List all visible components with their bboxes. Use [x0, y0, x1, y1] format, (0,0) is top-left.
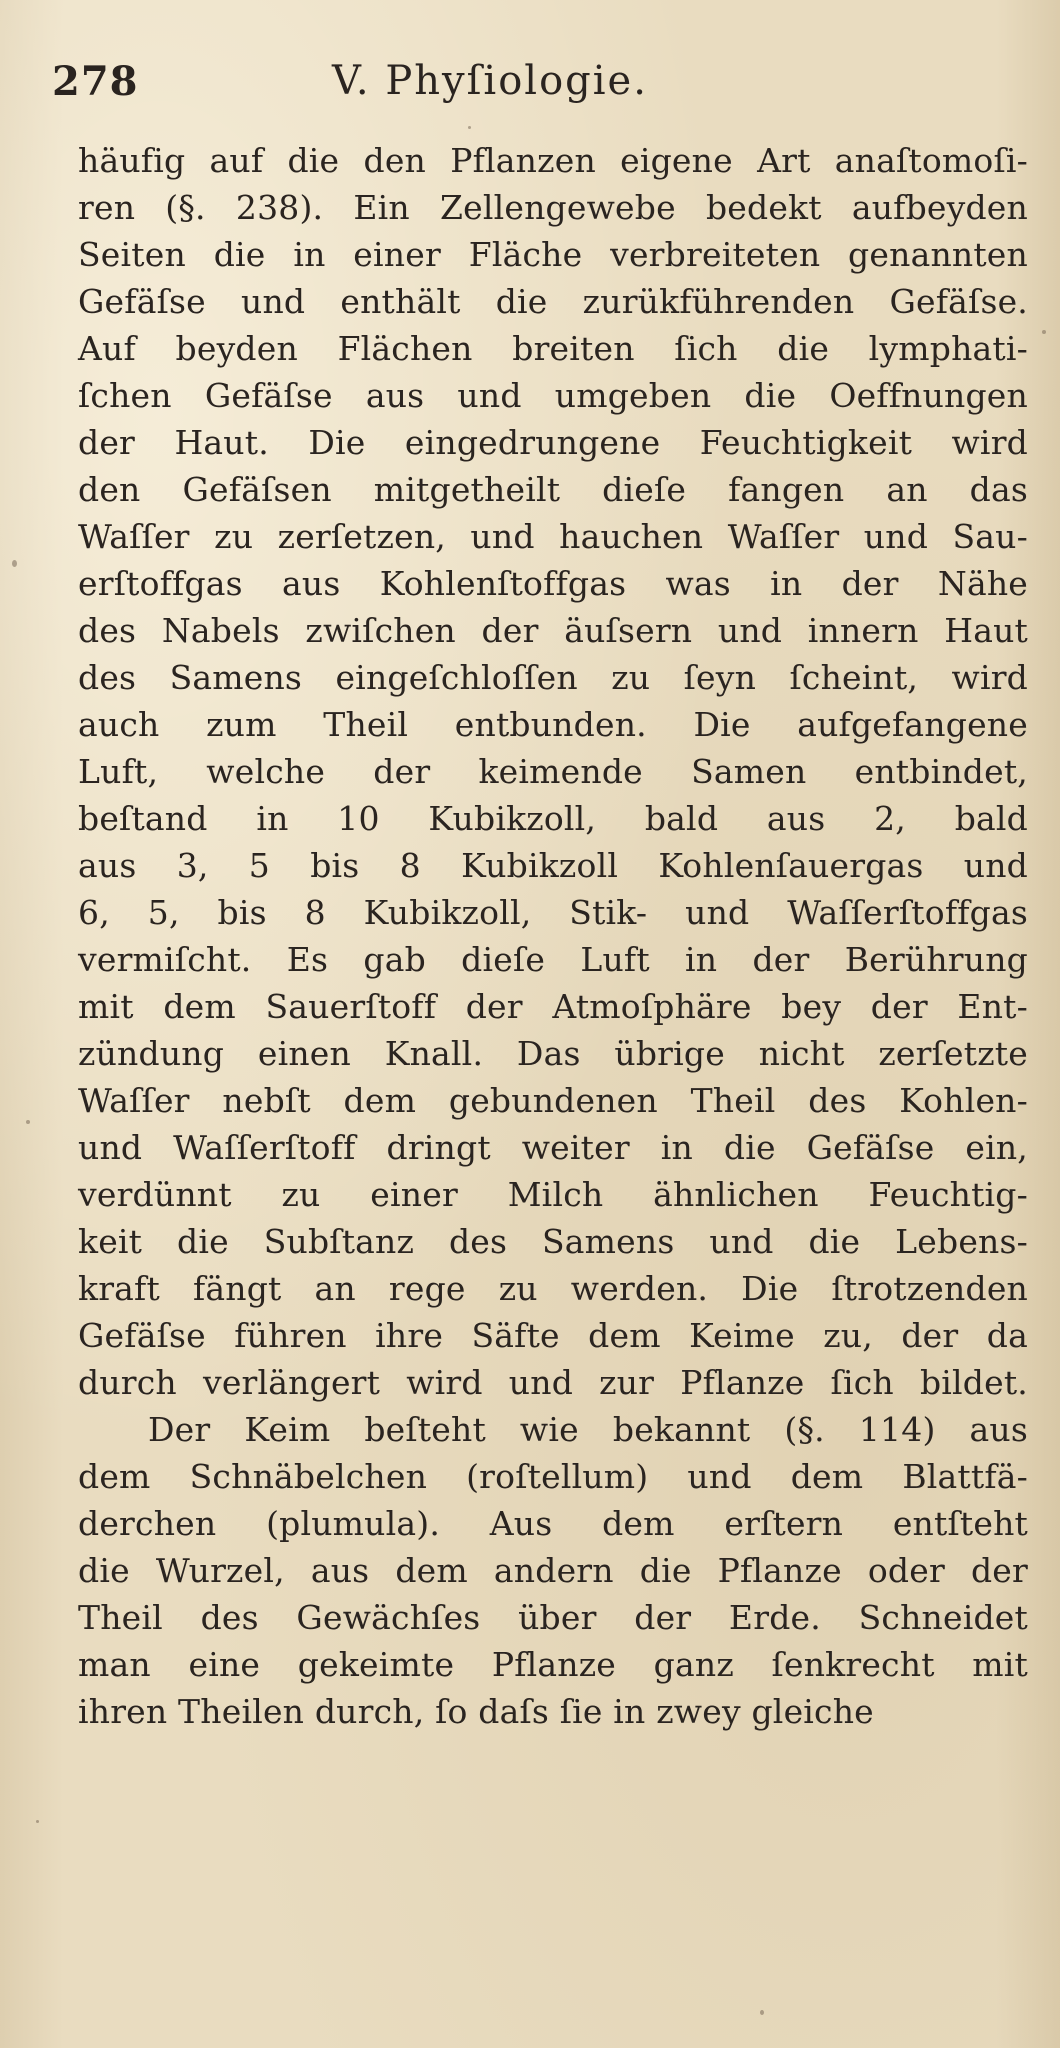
paper-speck — [26, 1120, 30, 1124]
text-line: des Nabels zwiſchen der äuſsern und innern Haut — [78, 611, 1028, 650]
text-line: auch zum Theil entbunden. Die aufgefangene — [78, 705, 1028, 744]
text-line: keit die Subſtanz des Samens und die Lebens- — [78, 1222, 1028, 1261]
text-line: Gefäſse und enthält die zurükführenden Gefäſse. — [78, 282, 1028, 321]
text-line: Gefäſse führen ihre Säfte dem Keime zu, der da — [78, 1316, 1028, 1355]
text-line: Theil des Gewächſes über der Erde. Schneidet — [78, 1598, 1028, 1637]
paper-speck — [760, 2010, 764, 2015]
running-head: V. Phyſiologie. — [332, 58, 648, 104]
page-header — [52, 58, 992, 118]
text-line: man eine gekeimte Pflanze ganz ſenkrecht mit — [78, 1645, 1028, 1684]
text-line: 6, 5, bis 8 Kubikzoll, Stik- und Waſſerſtoffgas — [78, 893, 1028, 932]
text-line: Der Keim beſteht wie bekannt (§. 114) aus — [148, 1410, 1028, 1449]
text-line: die Wurzel, aus dem andern die Pflanze oder der — [78, 1551, 1028, 1590]
paper-speck — [12, 560, 17, 567]
text-line: Waſſer nebſt dem gebundenen Theil des Kohlen- — [78, 1081, 1028, 1120]
text-line: Seiten die in einer Fläche verbreiteten genannten — [78, 235, 1028, 274]
paper-speck — [468, 126, 471, 129]
text-line: ſchen Gefäſse aus und umgeben die Oeffnungen — [78, 376, 1028, 415]
text-line: Waſſer zu zerſetzen, und hauchen Waſſer und Sau- — [78, 517, 1028, 556]
text-line: kraft fängt an rege zu werden. Die ſtrotzenden — [78, 1269, 1028, 1308]
text-line: der Haut. Die eingedrungene Feuchtigkeit wird — [78, 423, 1028, 462]
text-line: beſtand in 10 Kubikzoll, bald aus 2, bald — [78, 799, 1028, 838]
text-line: Luft, welche der keimende Samen entbindet, — [78, 752, 1028, 791]
text-line: zündung einen Knall. Das übrige nicht zerſetzte — [78, 1034, 1028, 1073]
text-line: des Samens eingeſchloſſen zu ſeyn ſcheint, wird — [78, 658, 1028, 697]
paper-speck — [1042, 330, 1046, 334]
text-line: ren (§. 238). Ein Zellengewebe bedekt aufbeyden — [78, 188, 1028, 227]
text-line: verdünnt zu einer Milch ähnlichen Feuchtig- — [78, 1175, 1028, 1214]
text-line: aus 3, 5 bis 8 Kubikzoll Kohlenſauergas und — [78, 846, 1028, 885]
text-line: erſtoffgas aus Kohlenſtoffgas was in der Nähe — [78, 564, 1028, 603]
page-number: 278 — [52, 58, 139, 105]
text-line: den Gefäſsen mitgetheilt dieſe fangen an das — [78, 470, 1028, 509]
paper-speck — [36, 1820, 39, 1823]
text-line: dem Schnäbelchen (roſtellum) und dem Blattfä- — [78, 1457, 1028, 1496]
body-text — [78, 137, 1028, 1735]
text-line: und Waſſerſtoff dringt weiter in die Gefäſse ein, — [78, 1128, 1028, 1167]
text-line: derchen (plumula). Aus dem erſtern entſteht — [78, 1504, 1028, 1543]
text-line: ihren Theilen durch, ſo daſs ſie in zwey gleiche — [78, 1692, 874, 1731]
text-line: mit dem Sauerſtoff der Atmoſphäre bey der Ent- — [78, 987, 1028, 1026]
text-line: vermiſcht. Es gab dieſe Luft in der Berührung — [78, 940, 1028, 979]
text-line: Auf beyden Flächen breiten ſich die lymphati- — [78, 329, 1028, 368]
text-line: häufig auf die den Pflanzen eigene Art anaſtomoſi- — [78, 141, 1028, 180]
text-line: durch verlängert wird und zur Pflanze ſich bildet. — [78, 1363, 1028, 1402]
